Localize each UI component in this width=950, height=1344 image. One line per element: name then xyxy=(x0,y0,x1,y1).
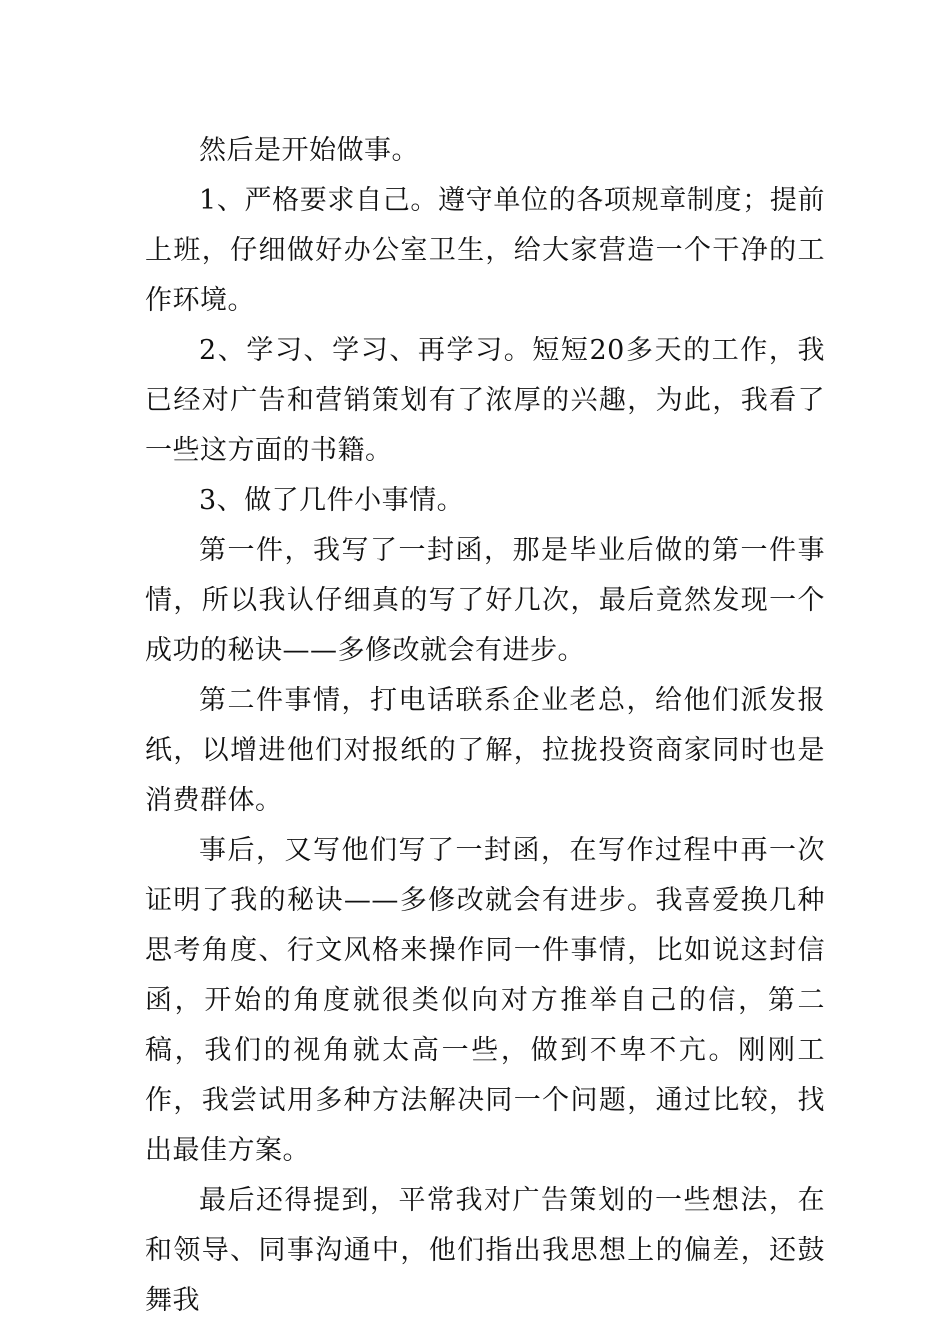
paragraph-first-task: 第一件，我写了一封函，那是毕业后做的第一件事情，所以我认仔细真的写了好几次，最后竟然发现一个成功的秘诀——多修改就会有进步。 xyxy=(145,535,825,666)
document-body xyxy=(145,126,825,1326)
paragraph-intro: 然后是开始做事。 xyxy=(199,135,419,166)
paragraph-item-3: 3、做了几件小事情。 xyxy=(199,485,465,516)
paragraph-item-1: 1、严格要求自己。遵守单位的各项规章制度；提前上班，仔细做好办公室卫生，给大家营造一个干净的工作环境。 xyxy=(145,185,825,316)
paragraph-second-task: 第二件事情，打电话联系企业老总，给他们派发报纸，以增进他们对报纸的了解，拉拢投资商家同时也是消费群体。 xyxy=(145,685,825,816)
paragraph-item-2: 2、学习、学习、再学习。短短20多天的工作，我已经对广告和营销策划有了浓厚的兴趣，为此，我看了一些这方面的书籍。 xyxy=(145,335,825,466)
paragraph-finally: 最后还得提到，平常我对广告策划的一些想法，在和领导、同事沟通中，他们指出我思想上的偏差，还鼓舞我 xyxy=(145,1185,825,1316)
paragraph-afterwards: 事后，又写他们写了一封函，在写作过程中再一次证明了我的秘诀——多修改就会有进步。我喜爱换几种思考角度、行文风格来操作同一件事情，比如说这封信函，开始的角度就很类似向对方推举自己的信，第二稿，我们的视角就太高一些，做到不卑不亢。刚刚工作，我尝试用多种方法解决同一个问题，通过比较，找出最佳方案。 xyxy=(145,835,825,1166)
